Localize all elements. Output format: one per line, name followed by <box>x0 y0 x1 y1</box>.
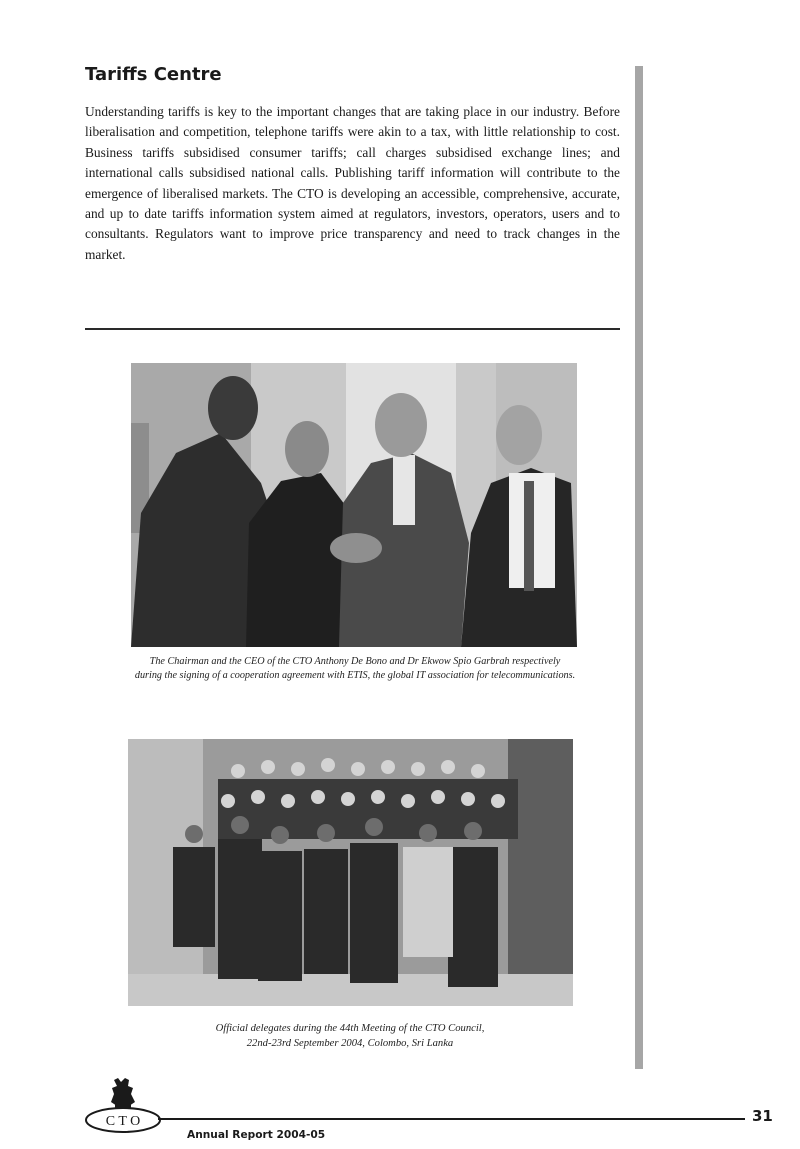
side-margin-bar <box>635 66 643 1069</box>
footer-rule <box>158 1118 745 1120</box>
delegates-photo-caption <box>150 1021 550 1051</box>
section-body-paragraph: Understanding tariffs is key to the important changes that are taking place in our industry. Before liberalisation and competition, telephone tariffs were akin to a tax, with little relationship to cost. Business tariffs subsidised consumer tariffs; call charges subsidised exchange lines; and international calls subsidised national calls. Publishing tariff information will contribute to the emergence of liberalised markets. The CTO is developing an accessible, comprehensive, accurate, and up to date tariffs information system aimed at regulators, investors, operators, users and to consultants. Regulators want to improve price transparency and need to track changes in the market. <box>85 104 620 262</box>
crest-icon <box>111 1078 135 1109</box>
handshake-photo <box>131 363 577 647</box>
handshake-photo-caption <box>90 655 620 683</box>
section-heading: Tariffs Centre <box>85 64 222 85</box>
logo-text: C T O <box>105 1114 141 1129</box>
report-label: Annual Report 2004-05 <box>187 1129 326 1141</box>
cto-logo <box>84 1076 162 1136</box>
caption-line: 22nd-23rd September 2004, Colombo, Sri Lanka <box>246 1038 454 1049</box>
page-number: 31 <box>752 1107 773 1125</box>
delegates-group-photo <box>128 739 573 1006</box>
caption-line: Official delegates during the 44th Meeting of the CTO Council, <box>215 1023 485 1034</box>
caption-line: during the signing of a cooperation agreement with ETIS, the global IT association for telecommunications. <box>134 670 576 681</box>
caption-line: The Chairman and the CEO of the CTO Anthony De Bono and Dr Ekwow Spio Garbrah respectively <box>149 656 561 667</box>
section-divider <box>85 328 620 330</box>
